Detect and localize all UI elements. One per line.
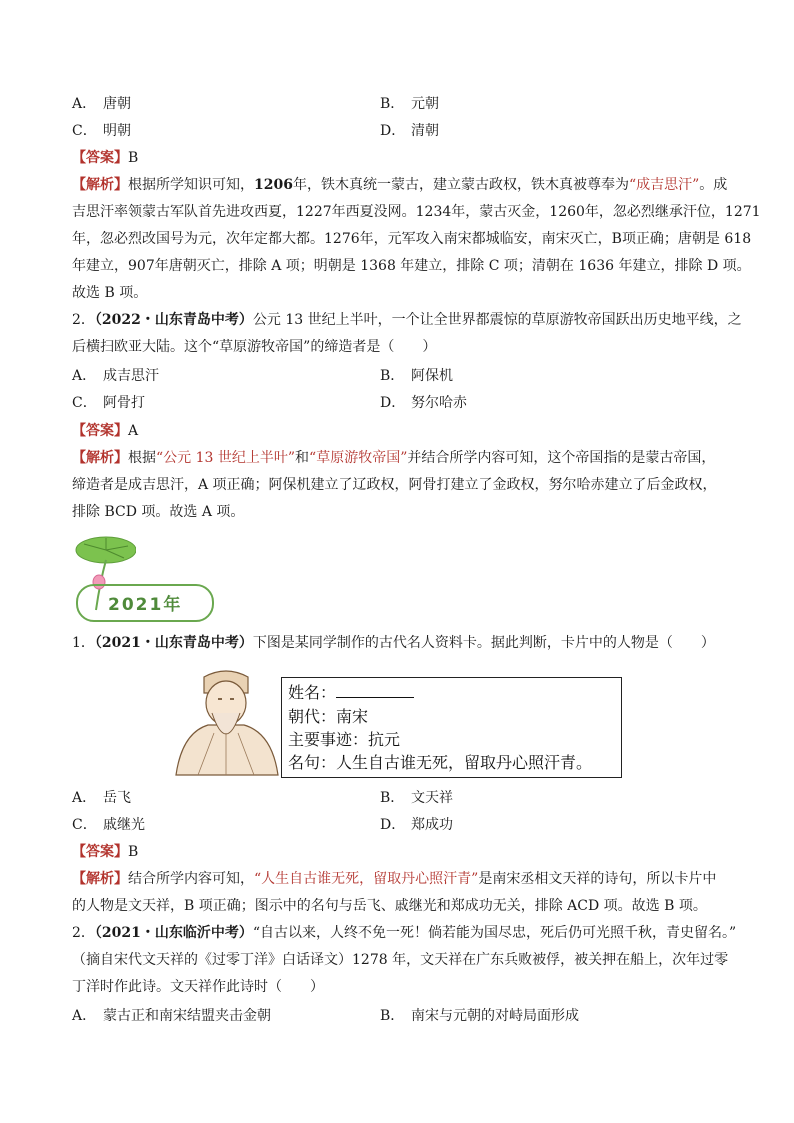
option-c: C． 阿骨打 <box>72 395 145 411</box>
question-stem: 2．（2022・山东青岛中考）公元 13 世纪上半叶，一个让全世界都震惊的草原游牧帝国跃出历史地平线，之 <box>72 312 742 328</box>
answer-line: 【答案】B <box>72 150 139 166</box>
text-run: 结合所学内容可知， <box>128 871 254 887</box>
text-run: 1276 <box>324 231 360 247</box>
card-deeds-row: 主要事迹：抗元 <box>288 730 401 749</box>
analysis-tag: 【解析】 <box>72 871 128 887</box>
text-run: 年，忽必烈改国号为元，次年定都大都。 <box>72 231 324 247</box>
option-a: A． 岳飞 <box>72 790 131 806</box>
text-run: 项；明朝是 <box>281 258 361 274</box>
text-run: 根据 <box>128 450 156 466</box>
option-row <box>72 814 732 836</box>
option-b: B． 元朝 <box>380 96 439 112</box>
question-stem-cont: 后横扫欧亚大陆。这个“草原游牧帝国”的缔造者是（ ） <box>72 339 437 355</box>
answer-line: 【答案】A <box>72 423 139 439</box>
wen-tianxiang-portrait <box>168 663 284 779</box>
option-d: D． 郑成功 <box>380 817 453 833</box>
text-run: 。成 <box>699 177 728 193</box>
text-run: 根据所学知识可知， <box>128 177 254 193</box>
analysis-line <box>72 201 761 223</box>
highlight-text: “成吉思汗” <box>628 177 700 193</box>
text-run: 1234 <box>415 204 452 220</box>
option-row <box>72 1005 732 1027</box>
option-a: A． 唐朝 <box>72 96 131 112</box>
text-run: 项；清朝在 <box>499 258 579 274</box>
card-quote-row: 名句：人生自古谁无死，留取丹心照汗青。 <box>288 753 593 772</box>
analysis-tag: 【解析】 <box>72 177 128 193</box>
option-c: C． 戚继光 <box>72 817 145 833</box>
text-run: 907 <box>128 258 155 274</box>
text-run: 1260 <box>549 204 585 220</box>
text-run: 618 <box>724 231 752 247</box>
text-run: 并结合所学内容可知，这个帝国指的是蒙古帝国， <box>407 450 716 466</box>
option-d: D． 清朝 <box>380 123 439 139</box>
analysis-line <box>72 447 732 469</box>
text-run: D <box>706 258 719 274</box>
option-row <box>72 365 732 387</box>
question-stem-cont: （摘自宋代文天祥的《过零丁洋》白话译文）1278 年，文天祥在广东兵败被俘，被关押在船上，次年过零 <box>72 952 729 968</box>
text-run: 年，蒙古灭金， <box>451 204 550 220</box>
text-run: 年，元军攻入南宋都城临安，南宋灭亡， <box>359 231 612 247</box>
analysis-line <box>72 282 732 304</box>
text-run: 的人物是文天祥，B 项正确；图示中的名句与岳飞、戚继光和郑成功无关，排除 ACD 项。故选 B 项。 <box>72 898 707 914</box>
option-row <box>72 787 732 809</box>
text-run: 1368 <box>360 258 396 274</box>
highlight-text: “草原游牧帝国” <box>309 450 408 466</box>
question-stem: 2．（2021・山东临沂中考）“自古以来，人终不免一死！倘若能为国尽忠，死后仍可光照千秋，青史留名。” <box>72 925 737 941</box>
option-c: C． 明朝 <box>72 123 131 139</box>
option-a: A． 蒙古正和南宋结盟夹击金朝 <box>72 1008 271 1024</box>
option-b: B． 文天祥 <box>380 790 453 806</box>
analysis-line <box>72 474 732 496</box>
text-run: A <box>271 258 282 274</box>
highlight-text: “人生自古谁无死，留取丹心照汗青” <box>254 871 479 887</box>
text-run: 排除 BCD 项。故选 A 项。 <box>72 504 245 520</box>
text-run: 是南宋丞相文天祥的诗句，所以卡片中 <box>478 871 717 887</box>
text-run: 1636 <box>578 258 615 274</box>
text-run: 1227 <box>296 204 332 220</box>
card-dynasty-row: 朝代：南宋 <box>288 707 369 726</box>
text-run: B <box>611 231 622 247</box>
option-d: D． 努尔哈赤 <box>380 395 467 411</box>
year-badge-label: 2021年 <box>108 595 183 615</box>
text-run: 1271 <box>724 204 761 220</box>
card-name-row: 姓名： <box>288 682 414 704</box>
analysis-line <box>72 228 752 250</box>
text-run: 吉思汗率领蒙古军队首先进攻西夏， <box>72 204 296 220</box>
highlight-text: “公元 13 世纪上半叶” <box>156 450 296 466</box>
analysis-line <box>72 868 732 890</box>
option-row <box>72 120 732 142</box>
text-run: 年，忽必烈继承汗位， <box>584 204 725 220</box>
analysis-line <box>72 174 732 196</box>
answer-line: 【答案】B <box>72 844 139 860</box>
analysis-line <box>72 895 732 917</box>
question-stem: 1．（2021・山东青岛中考）下图是某同学制作的古代名人资料卡。据此判断，卡片中的人物是（ ） <box>72 635 715 651</box>
analysis-tag: 【解析】 <box>72 450 128 466</box>
text-run: 项。 <box>718 258 751 274</box>
option-row <box>72 93 732 115</box>
text-run: 项。 <box>114 285 148 301</box>
question-stem-cont: 丁洋时作此诗。文天祥作此诗时（ ） <box>72 979 324 995</box>
text-run: 年建立， <box>72 258 128 274</box>
text-run: 和 <box>295 450 310 466</box>
text-run: 故选 <box>72 285 105 301</box>
text-run: C <box>488 258 500 274</box>
blank-line <box>336 683 414 698</box>
option-b: B． 南宋与元朝的对峙局面形成 <box>380 1008 579 1024</box>
text-run: 年，铁木真统一蒙古，建立蒙古政权，铁木真被尊奉为 <box>292 177 629 193</box>
analysis-line <box>72 255 751 277</box>
text-run: 1206 <box>254 177 293 193</box>
text-run: 缔造者是成吉思汗，A 项正确；阿保机建立了辽政权，阿骨打建立了金政权，努尔哈赤建立了后金政权， <box>72 477 717 493</box>
text-run: 年西夏没网。 <box>331 204 416 220</box>
text-run: 年建立，排除 <box>395 258 489 274</box>
figure-info-card <box>281 677 622 778</box>
option-row <box>72 392 732 414</box>
analysis-line <box>72 501 732 523</box>
text-run: B <box>104 285 115 301</box>
text-run: 项正确；唐朝是 <box>621 231 725 247</box>
option-a: A． 成吉思汗 <box>72 368 159 384</box>
text-run: 年建立，排除 <box>614 258 707 274</box>
text-run: 年唐朝灭亡，排除 <box>154 258 272 274</box>
option-b: B． 阿保机 <box>380 368 453 384</box>
